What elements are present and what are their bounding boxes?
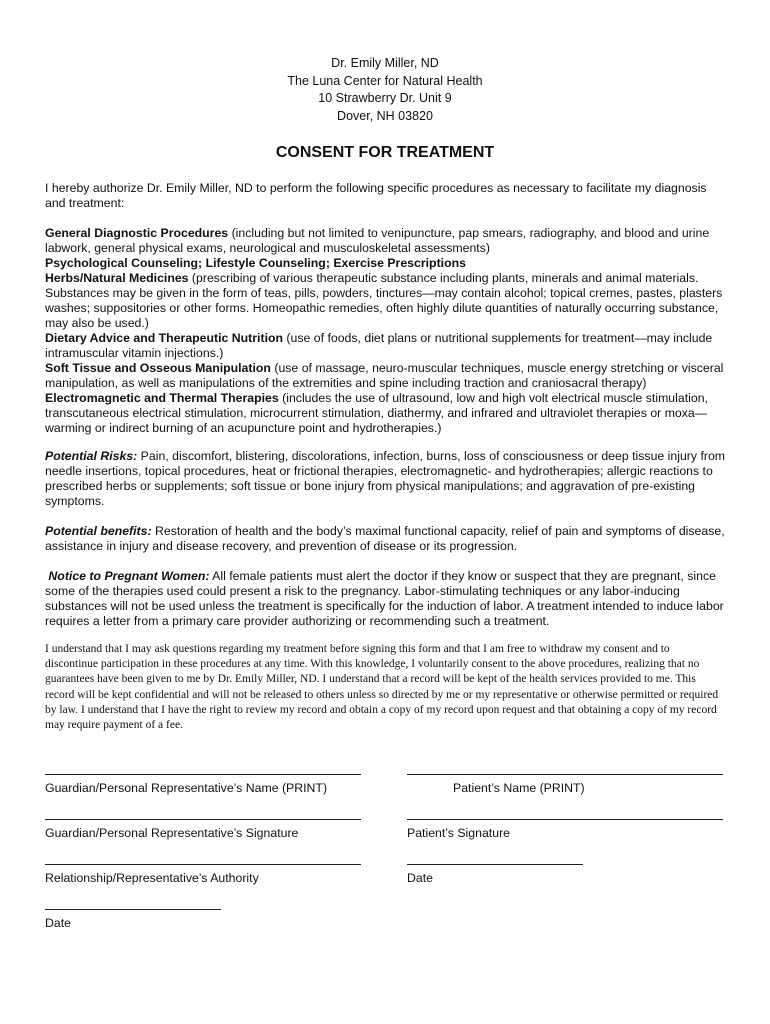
procedure-item [45, 256, 727, 271]
relationship-field[interactable] [45, 864, 361, 885]
practice-header [0, 55, 770, 125]
center-name: The Luna Center for Natural Health [287, 73, 483, 88]
procedure-item [45, 226, 727, 256]
procedure-heading: Dietary Advice and Therapeutic Nutrition [45, 331, 284, 345]
intro-paragraph: I hereby authorize Dr. Emily Miller, ND to perform the following specific procedures as necessary to facilitate my diagnosis and treatment: [45, 181, 707, 210]
relationship-label: Relationship/Representative’s Authority [45, 871, 259, 885]
procedure-text: (prescribing of various therapeutic substance including plants, minerals and animal materials. Substances may be given in the form of teas, pills, powders, tinctures—may contain alcohol; topical cremes, pastes, plasters washes; suppositories or other forms. Homeopathic remedies, often highly dilute quantities of naturally occurring substance, may also be used.) [45, 271, 723, 330]
guardian-date-label: Date [45, 916, 71, 930]
procedure-item [45, 271, 727, 331]
pregnancy-notice [45, 569, 727, 629]
procedure-item [45, 391, 727, 436]
benefits-heading: Potential benefits: [45, 524, 152, 538]
benefits-text: Restoration of health and the body’s maximal functional capacity, relief of pain and symptoms of disease, assistance in injury and disease recovery, and prevention of disease or its progression. [45, 524, 725, 553]
risks-heading: Potential Risks: [45, 449, 138, 463]
patient-date-field[interactable] [407, 864, 583, 885]
guardian-name-field[interactable] [45, 774, 361, 795]
signature-line[interactable] [45, 774, 361, 775]
signature-line[interactable] [407, 774, 723, 775]
procedure-heading: Electromagnetic and Thermal Therapies [45, 391, 279, 405]
signature-line[interactable] [407, 819, 723, 820]
guardian-date-field[interactable] [45, 909, 221, 930]
procedure-item [45, 361, 727, 391]
procedures-list [45, 226, 727, 436]
procedure-text: (includes the use of ultrasound, low and high volt electrical muscle stimulation, transcutaneous electrical stimulation, microcurrent stimulation, diathermy, and infrared and ultraviolet therapies or moxa—warming or indirect burning of an acupuncture point and hydrotherapies.) [45, 391, 708, 435]
city-address: Dover, NH 03820 [337, 108, 433, 123]
patient-name-label: Patient’s Name (PRINT) [453, 781, 585, 795]
guardian-signature-field[interactable] [45, 819, 361, 840]
notice-text: All female patients must alert the doctor if they know or suspect that they are pregnant, since some of the therapies used could present a risk to the pregnancy. Labor-stimulating techniques or any labor-inducing substances will not be used unless the treatment is specifically for the induction of labor. A treatment intended to induce labor requires a letter from a primary care provider authorizing or recommending such a treatment. [45, 569, 724, 628]
procedure-heading: Soft Tissue and Osseous Manipulation [45, 361, 271, 375]
procedure-text: (including but not limited to venipuncture, pap smears, radiography, and blood and urine labwork, general physical exams, neurological and musculoskeletal assessments) [45, 226, 710, 255]
risks-paragraph [45, 449, 727, 509]
signature-line[interactable] [45, 909, 221, 910]
notice-heading: Notice to Pregnant Women: [48, 569, 210, 583]
signature-line[interactable] [407, 864, 583, 865]
patient-name-field[interactable] [407, 774, 723, 795]
patient-signature-field[interactable] [407, 819, 723, 840]
procedure-heading: Herbs/Natural Medicines [45, 271, 189, 285]
benefits-paragraph [45, 524, 727, 554]
signature-line[interactable] [45, 864, 361, 865]
procedure-heading: General Diagnostic Procedures [45, 226, 229, 240]
patient-date-label: Date [407, 871, 433, 885]
procedure-text: (use of massage, neuro-muscular techniques, muscle energy stretching or visceral manipulation, as well as manipulations of the extremities and spine including traction and craniosacral therapy) [45, 361, 724, 390]
guardian-signature-label: Guardian/Personal Representative’s Signature [45, 826, 299, 840]
patient-signature-label: Patient’s Signature [407, 826, 510, 840]
document-title: CONSENT FOR TREATMENT [275, 144, 495, 161]
street-address: 10 Strawberry Dr. Unit 9 [318, 91, 452, 105]
signature-line[interactable] [45, 819, 361, 820]
consent-statement: I understand that I may ask questions regarding my treatment before signing this form and that I am free to withdraw my consent and to discontinue participation in these procedures at any time. With this knowledge, I voluntarily consent to the above procedures, realizing that no guarantees have been given to me by Dr. Emily Miller, ND. I understand that a record will be kept of the health services provided to me. This record will be kept confidential and will not be released to others unless so directed by me or my representative or otherwise permitted or required by law. I understand that I have the right to review my record and obtain a copy of my record upon request and that obtaining a copy of my record may require payment of a fee. [45, 643, 719, 732]
procedure-text: (use of foods, diet plans or nutritional supplements for treatment—may include intramuscular vitamin injections.) [45, 331, 713, 360]
procedure-item [45, 331, 727, 361]
risks-text: Pain, discomfort, blistering, discolorations, infection, burns, loss of consciousness or deep tissue injury from needle insertions, topical procedures, heat or frictional therapies, electromagnetic- and hydrotherapies; allergic reactions to prescribed herbs or supplements; soft tissue or bone injury from physical manipulations; and aggravation of pre-existing symptoms. [45, 449, 726, 508]
guardian-name-label: Guardian/Personal Representative’s Name (PRINT) [45, 781, 328, 795]
procedure-heading: Psychological Counseling; Lifestyle Counseling; Exercise Prescriptions [45, 256, 466, 270]
doctor-name: Dr. Emily Miller, ND [331, 56, 439, 70]
